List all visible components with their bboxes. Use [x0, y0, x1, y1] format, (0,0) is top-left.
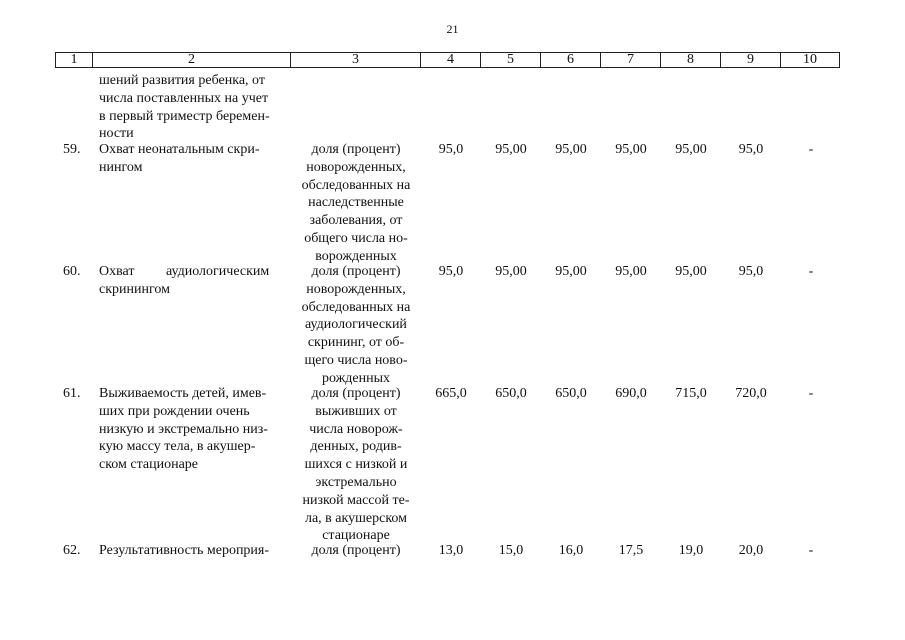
value-col-7: 95,00 — [615, 142, 647, 157]
column-header-5: 5 — [481, 53, 541, 67]
value-col-8: 95,00 — [675, 142, 707, 157]
text-line: ших при рождении очень — [99, 403, 250, 419]
text-line: ском стационаре — [99, 457, 199, 473]
value-col-5: 15,0 — [498, 543, 524, 558]
value-col-4: 665,0 — [435, 386, 467, 401]
row-number: 60. — [63, 264, 81, 279]
text-line: наследственные — [308, 195, 404, 211]
text-line: в первый триместр беремен- — [99, 108, 270, 124]
unit-of-measure — [294, 141, 418, 266]
text-line: шихся с низкой и — [304, 457, 408, 473]
text-line: экстремально — [315, 474, 397, 490]
value-col-6: 650,0 — [555, 386, 587, 401]
value-col-5: 95,00 — [495, 142, 527, 157]
text-line: числа новорож- — [309, 421, 403, 437]
text-line: щего числа ново- — [304, 352, 408, 368]
text-line: новорожденных, — [306, 281, 406, 297]
value-col-6: 95,00 — [555, 264, 587, 279]
text-line: Охват аудиологическим — [99, 264, 270, 279]
text-line: шений развития ребенка, от — [99, 73, 265, 88]
text-line: Выживаемость детей, имев- — [99, 386, 267, 401]
value-col-4: 13,0 — [438, 543, 464, 558]
value-col-9: 95,0 — [738, 142, 764, 157]
value-col-7: 95,00 — [615, 264, 647, 279]
text-line: ворожденных — [315, 248, 397, 264]
text-line: кую массу тела, в акушер- — [99, 439, 256, 455]
unit-of-measure — [294, 542, 418, 560]
text-line: доля (процент) — [311, 386, 401, 401]
text-line: заболевания, от — [309, 213, 403, 229]
value-col-7: 17,5 — [618, 543, 644, 558]
column-header-3: 3 — [291, 53, 421, 67]
value-col-5: 95,00 — [495, 264, 527, 279]
text-line: Охват неонатальным скри- — [99, 142, 260, 157]
value-col-7: 690,0 — [615, 386, 647, 401]
column-header-8: 8 — [661, 53, 721, 67]
text-line: доля (процент) — [311, 142, 401, 157]
unit-of-measure — [294, 385, 418, 545]
text-line: доля (процент) — [311, 543, 401, 558]
value-col-9: 95,0 — [738, 264, 764, 279]
text-line: низкой массой те- — [302, 492, 410, 508]
row-number: 62. — [63, 543, 81, 558]
text-line: стационаре — [322, 528, 390, 544]
column-header-6: 6 — [541, 53, 601, 67]
text-line: новорожденных, — [306, 159, 406, 175]
text-line: Результативность мероприя- — [99, 543, 270, 558]
text-line: ла, в акушерском — [304, 510, 408, 526]
value-col-4: 95,0 — [438, 142, 464, 157]
indicator-name — [99, 141, 285, 177]
value-col-10: - — [808, 386, 814, 401]
unit-of-measure — [294, 263, 418, 388]
text-line: обследованных на — [301, 299, 411, 315]
text-line: рожденных — [321, 370, 391, 386]
column-header-1: 1 — [56, 53, 93, 67]
indicator-name — [99, 385, 285, 474]
text-line: числа поставленных на учет — [99, 90, 269, 106]
indicator-name — [99, 263, 285, 299]
column-header-10: 10 — [803, 52, 817, 67]
value-col-5: 650,0 — [495, 386, 527, 401]
text-line: низкую и экстремально низ- — [99, 421, 268, 437]
indicator-name — [99, 542, 285, 560]
text-line: общего числа но- — [304, 230, 408, 246]
column-header-9: 9 — [721, 53, 781, 67]
value-col-8: 715,0 — [675, 386, 707, 401]
text-line: выживших от — [315, 403, 397, 419]
column-header-7: 7 — [601, 53, 661, 67]
text-line: нингом — [99, 159, 143, 175]
value-col-6: 16,0 — [558, 543, 584, 558]
table-header-row — [55, 52, 840, 68]
value-col-8: 19,0 — [678, 543, 704, 558]
text-line: скрининг, от об- — [307, 335, 405, 351]
value-col-6: 95,00 — [555, 142, 587, 157]
value-col-10: - — [808, 543, 814, 558]
text-line: обследованных на — [301, 177, 411, 193]
text-line: ности — [99, 126, 134, 142]
page-number: 21 — [446, 22, 459, 36]
value-col-9: 720,0 — [735, 386, 767, 401]
text-line: доля (процент) — [311, 264, 401, 279]
text-line: скринингом — [99, 281, 170, 297]
text-line: аудиологический — [305, 317, 407, 333]
text-line: денных, родив- — [310, 439, 402, 455]
value-col-10: - — [808, 264, 814, 279]
continued-indicator-text — [99, 72, 289, 143]
column-header-2: 2 — [93, 53, 291, 67]
row-number: 61. — [63, 386, 81, 401]
value-col-10: - — [808, 142, 814, 157]
row-number: 59. — [63, 142, 81, 157]
value-col-9: 20,0 — [738, 543, 764, 558]
value-col-4: 95,0 — [438, 264, 464, 279]
column-header-4: 4 — [421, 53, 481, 67]
value-col-8: 95,00 — [675, 264, 707, 279]
